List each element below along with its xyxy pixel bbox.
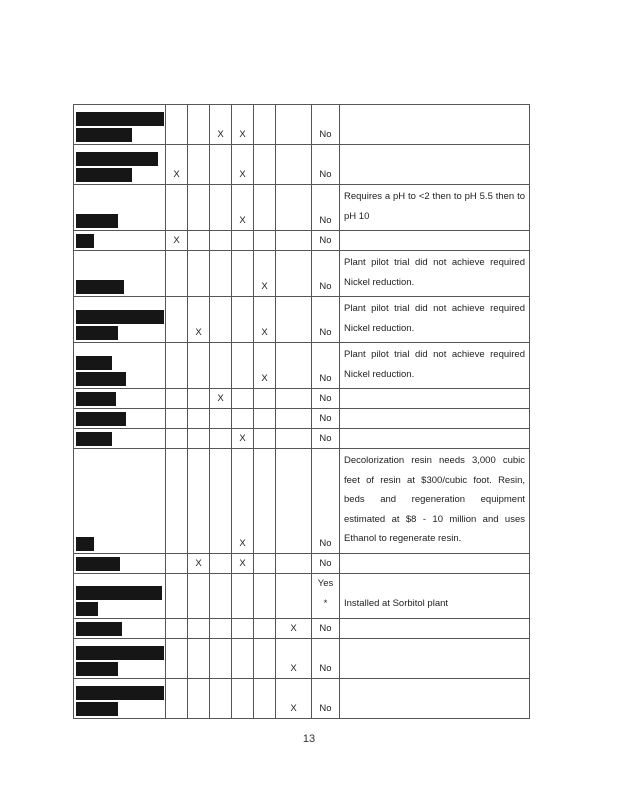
redaction-block <box>76 586 162 600</box>
mark-cell <box>210 409 232 429</box>
mark-cell <box>254 449 276 554</box>
status-cell: No <box>312 638 340 678</box>
redacted-name-cell <box>74 678 166 718</box>
mark-cell <box>188 251 210 297</box>
mark-cell <box>166 678 188 718</box>
redacted-name-cell <box>74 638 166 678</box>
redacted-name-cell <box>74 573 166 618</box>
mark-cell <box>232 638 254 678</box>
mark-cell <box>254 185 276 231</box>
mark-cell <box>276 573 312 618</box>
mark-cell <box>232 389 254 409</box>
mark-cell <box>254 409 276 429</box>
redacted-name-cell <box>74 409 166 429</box>
redaction-block <box>76 602 98 616</box>
mark-cell <box>166 429 188 449</box>
mark-cell <box>276 409 312 429</box>
mark-cell <box>166 553 188 573</box>
status-cell: No <box>312 449 340 554</box>
status-cell: No <box>312 429 340 449</box>
mark-cell: X <box>254 343 276 389</box>
redacted-name-cell <box>74 145 166 185</box>
mark-cell: X <box>210 389 232 409</box>
redaction-block <box>76 128 132 142</box>
mark-cell <box>188 185 210 231</box>
mark-cell <box>276 185 312 231</box>
comment-cell <box>340 678 530 718</box>
comment-cell: Installed at Sorbitol plant <box>340 573 530 618</box>
mark-cell <box>166 638 188 678</box>
table-row <box>74 343 530 389</box>
mark-cell <box>254 145 276 185</box>
redaction-block <box>76 112 164 126</box>
mark-cell <box>254 553 276 573</box>
comment-cell: Plant pilot trial did not achieve required Nickel reduction. <box>340 251 530 297</box>
redacted-name-cell <box>74 231 166 251</box>
mark-cell: X <box>232 105 254 145</box>
status-cell: No <box>312 251 340 297</box>
redacted-name-cell <box>74 429 166 449</box>
mark-cell <box>166 105 188 145</box>
mark-cell <box>166 389 188 409</box>
mark-cell <box>254 678 276 718</box>
mark-cell <box>166 618 188 638</box>
mark-cell <box>254 638 276 678</box>
redaction-block <box>76 392 116 406</box>
status-cell: No <box>312 343 340 389</box>
mark-cell <box>254 105 276 145</box>
redacted-name-cell <box>74 553 166 573</box>
comment-cell <box>340 105 530 145</box>
redaction-block <box>76 702 118 716</box>
comment-cell <box>340 618 530 638</box>
redaction-block <box>76 280 124 294</box>
status-cell: No <box>312 553 340 573</box>
table-row <box>74 185 530 231</box>
mark-cell <box>188 389 210 409</box>
table-row <box>74 231 530 251</box>
mark-cell <box>188 409 210 429</box>
mark-cell: X <box>254 297 276 343</box>
table-row <box>74 638 530 678</box>
mark-cell <box>210 573 232 618</box>
mark-cell <box>276 389 312 409</box>
comment-cell <box>340 553 530 573</box>
table-row <box>74 409 530 429</box>
table-row <box>74 449 530 554</box>
table-body <box>74 105 530 719</box>
mark-cell <box>232 343 254 389</box>
mark-cell: X <box>276 678 312 718</box>
mark-cell <box>232 618 254 638</box>
mark-cell <box>276 231 312 251</box>
mark-cell <box>232 251 254 297</box>
status-cell: No <box>312 185 340 231</box>
comment-cell: Plant pilot trial did not achieve required Nickel reduction. <box>340 343 530 389</box>
redaction-block <box>76 152 158 166</box>
mark-cell <box>210 231 232 251</box>
comment-cell: Plant pilot trial did not achieve required Nickel reduction. <box>340 297 530 343</box>
mark-cell <box>210 449 232 554</box>
redaction-block <box>76 646 164 660</box>
table-row <box>74 618 530 638</box>
redaction-block <box>76 310 164 324</box>
mark-cell <box>254 389 276 409</box>
table-row <box>74 553 530 573</box>
mark-cell <box>210 251 232 297</box>
redaction-block <box>76 686 164 700</box>
mark-cell <box>276 251 312 297</box>
redaction-block <box>76 214 118 228</box>
mark-cell <box>166 343 188 389</box>
mark-cell <box>210 145 232 185</box>
mark-cell <box>254 573 276 618</box>
mark-cell: X <box>188 553 210 573</box>
table-row <box>74 389 530 409</box>
redacted-name-cell <box>74 251 166 297</box>
mark-cell <box>232 573 254 618</box>
mark-cell <box>188 449 210 554</box>
status-cell: No <box>312 145 340 185</box>
redacted-name-cell <box>74 297 166 343</box>
redaction-block <box>76 412 126 426</box>
mark-cell <box>188 618 210 638</box>
mark-cell <box>166 409 188 429</box>
status-cell: No <box>312 297 340 343</box>
mark-cell <box>210 429 232 449</box>
comment-cell <box>340 145 530 185</box>
comment-cell: Requires a pH to <2 then to pH 5.5 then to pH 10 <box>340 185 530 231</box>
mark-cell <box>232 297 254 343</box>
table-row <box>74 105 530 145</box>
mark-cell: X <box>232 553 254 573</box>
mark-cell <box>188 573 210 618</box>
mark-cell: X <box>188 297 210 343</box>
table-row <box>74 297 530 343</box>
table-row <box>74 251 530 297</box>
redaction-block <box>76 356 112 370</box>
mark-cell <box>188 638 210 678</box>
mark-cell: X <box>232 449 254 554</box>
mark-cell <box>188 105 210 145</box>
mark-cell <box>188 429 210 449</box>
mark-cell <box>232 231 254 251</box>
mark-cell <box>188 343 210 389</box>
table-row <box>74 573 530 618</box>
redacted-name-cell <box>74 185 166 231</box>
mark-cell: X <box>276 638 312 678</box>
mark-cell <box>232 409 254 429</box>
table-row <box>74 678 530 718</box>
redaction-block <box>76 234 94 248</box>
mark-cell: X <box>276 618 312 638</box>
mark-cell: X <box>232 145 254 185</box>
comment-cell <box>340 429 530 449</box>
redacted-name-cell <box>74 105 166 145</box>
status-cell: Yes * <box>312 573 340 618</box>
mark-cell <box>166 573 188 618</box>
mark-cell <box>188 145 210 185</box>
status-cell: No <box>312 678 340 718</box>
table-row <box>74 429 530 449</box>
status-cell: No <box>312 389 340 409</box>
mark-cell: X <box>210 105 232 145</box>
mark-cell <box>276 553 312 573</box>
mark-cell <box>188 678 210 718</box>
comment-cell <box>340 231 530 251</box>
mark-cell <box>166 185 188 231</box>
mark-cell <box>188 231 210 251</box>
mark-cell <box>254 429 276 449</box>
redaction-block <box>76 662 118 676</box>
mark-cell <box>276 343 312 389</box>
redaction-block <box>76 372 126 386</box>
status-cell: No <box>312 409 340 429</box>
mark-cell <box>254 231 276 251</box>
mark-cell <box>166 449 188 554</box>
mark-cell <box>254 618 276 638</box>
mark-cell <box>210 638 232 678</box>
mark-cell <box>166 297 188 343</box>
mark-cell <box>210 343 232 389</box>
mark-cell <box>276 145 312 185</box>
redacted-name-cell <box>74 343 166 389</box>
comment-cell <box>340 389 530 409</box>
mark-cell <box>210 618 232 638</box>
mark-cell: X <box>166 145 188 185</box>
redaction-block <box>76 432 112 446</box>
technology-evaluation-table <box>73 104 530 719</box>
mark-cell <box>232 678 254 718</box>
redaction-block <box>76 326 118 340</box>
comment-cell <box>340 409 530 429</box>
comment-cell <box>340 638 530 678</box>
mark-cell <box>210 297 232 343</box>
redaction-block <box>76 557 120 571</box>
table-row <box>74 145 530 185</box>
mark-cell <box>276 297 312 343</box>
status-cell: No <box>312 231 340 251</box>
mark-cell <box>276 105 312 145</box>
page-number: 13 <box>302 733 316 745</box>
mark-cell: X <box>166 231 188 251</box>
mark-cell <box>166 251 188 297</box>
mark-cell: X <box>232 429 254 449</box>
redaction-block <box>76 537 94 551</box>
mark-cell: X <box>254 251 276 297</box>
redaction-block <box>76 168 132 182</box>
mark-cell <box>276 449 312 554</box>
status-cell: No <box>312 618 340 638</box>
mark-cell <box>210 185 232 231</box>
redacted-name-cell <box>74 449 166 554</box>
status-cell: No <box>312 105 340 145</box>
redacted-name-cell <box>74 389 166 409</box>
mark-cell: X <box>232 185 254 231</box>
redaction-block <box>76 622 122 636</box>
mark-cell <box>210 678 232 718</box>
mark-cell <box>276 429 312 449</box>
redacted-name-cell <box>74 618 166 638</box>
mark-cell <box>210 553 232 573</box>
comment-cell: Decolorization resin needs 3,000 cubic feet of resin at $300/cubic foot. Resin, beds and regeneration equipment estimated at $8 - 10 million and uses Ethanol to regenerate resin. <box>340 449 530 554</box>
